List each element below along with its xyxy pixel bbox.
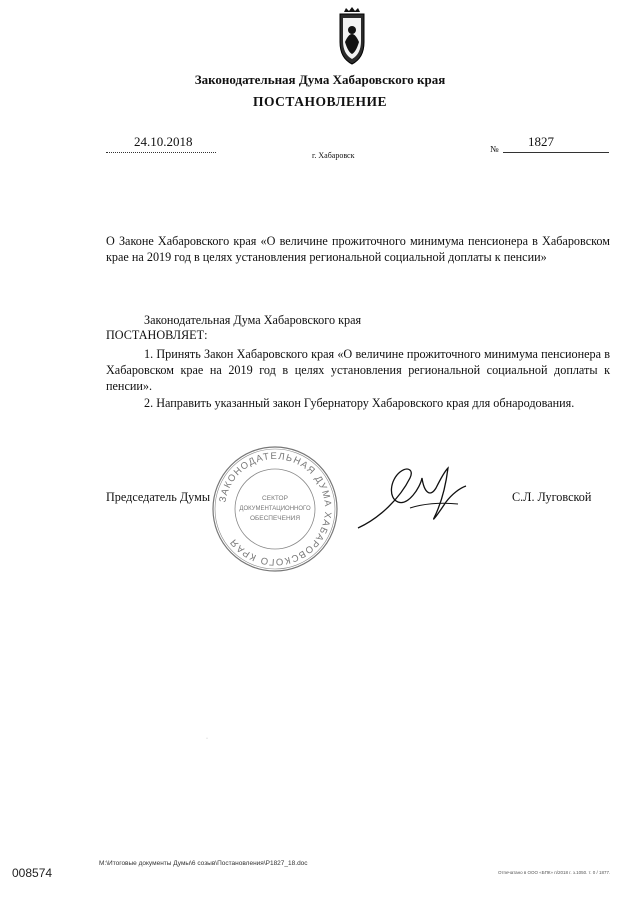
- seal-center-line-2: ДОКУМЕНТАЦИОННОГО: [239, 506, 311, 512]
- resolution-item-2: 2. Направить указанный закон Губернатору Хабаровского края для обнародования.: [144, 396, 575, 410]
- seal-center-line-3: ОБЕСПЕЧЕНИЯ: [249, 515, 301, 522]
- footer-print-info: Отпечатано в ООО «БПК» п/2018 г. з.1050. т. 0 / 1877.: [498, 870, 611, 875]
- coat-of-arms-emblem: [328, 6, 376, 68]
- resolves-heading: ПОСТАНОВЛЯЕТ:: [106, 328, 208, 342]
- seal-center-line-1: СЕКТОР: [262, 495, 288, 502]
- seal-ring-text: ЗАКОНОДАТЕЛЬНАЯ ДУМА ХАБАРОВСКОГО КРАЯ: [217, 450, 334, 568]
- number-underline: [503, 152, 609, 153]
- official-seal: [210, 444, 340, 574]
- footer-file-path: M:\Итоговые документы Думы\6 созыв\Постановления\P1827_18.doc: [99, 860, 308, 867]
- resolution-item-1: 1. Принять Закон Хабаровского края «О величине прожиточного минимума пенсионера в Хабаровском крае на 2019 год в целях установления региональной социальной доплаты к пенсии».: [106, 347, 610, 393]
- document-subject: О Законе Хабаровского края «О величине прожиточного минимума пенсионера в Хабаровском крае на 2019 год в целях установления региональной социальной доплаты к пенсии»: [106, 234, 610, 264]
- footer-document-id: 008574: [12, 866, 53, 880]
- document-city: г. Хабаровск: [312, 151, 355, 160]
- document-type: ПОСТАНОВЛЕНИЕ: [252, 94, 388, 109]
- document-date: 24.10.2018: [134, 134, 193, 149]
- handwritten-signature: [350, 458, 470, 538]
- date-underline: [106, 152, 216, 153]
- chair-label: Председатель Думы: [106, 490, 211, 504]
- chair-name: С.Л. Луговской: [512, 490, 592, 504]
- organization-title: Законодательная Дума Хабаровского края: [194, 72, 446, 87]
- duma-line: Законодательная Дума Хабаровского края: [144, 313, 362, 327]
- document-number: 1827: [528, 134, 554, 149]
- scan-mark: ·: [206, 736, 208, 742]
- number-sign: №: [490, 144, 499, 154]
